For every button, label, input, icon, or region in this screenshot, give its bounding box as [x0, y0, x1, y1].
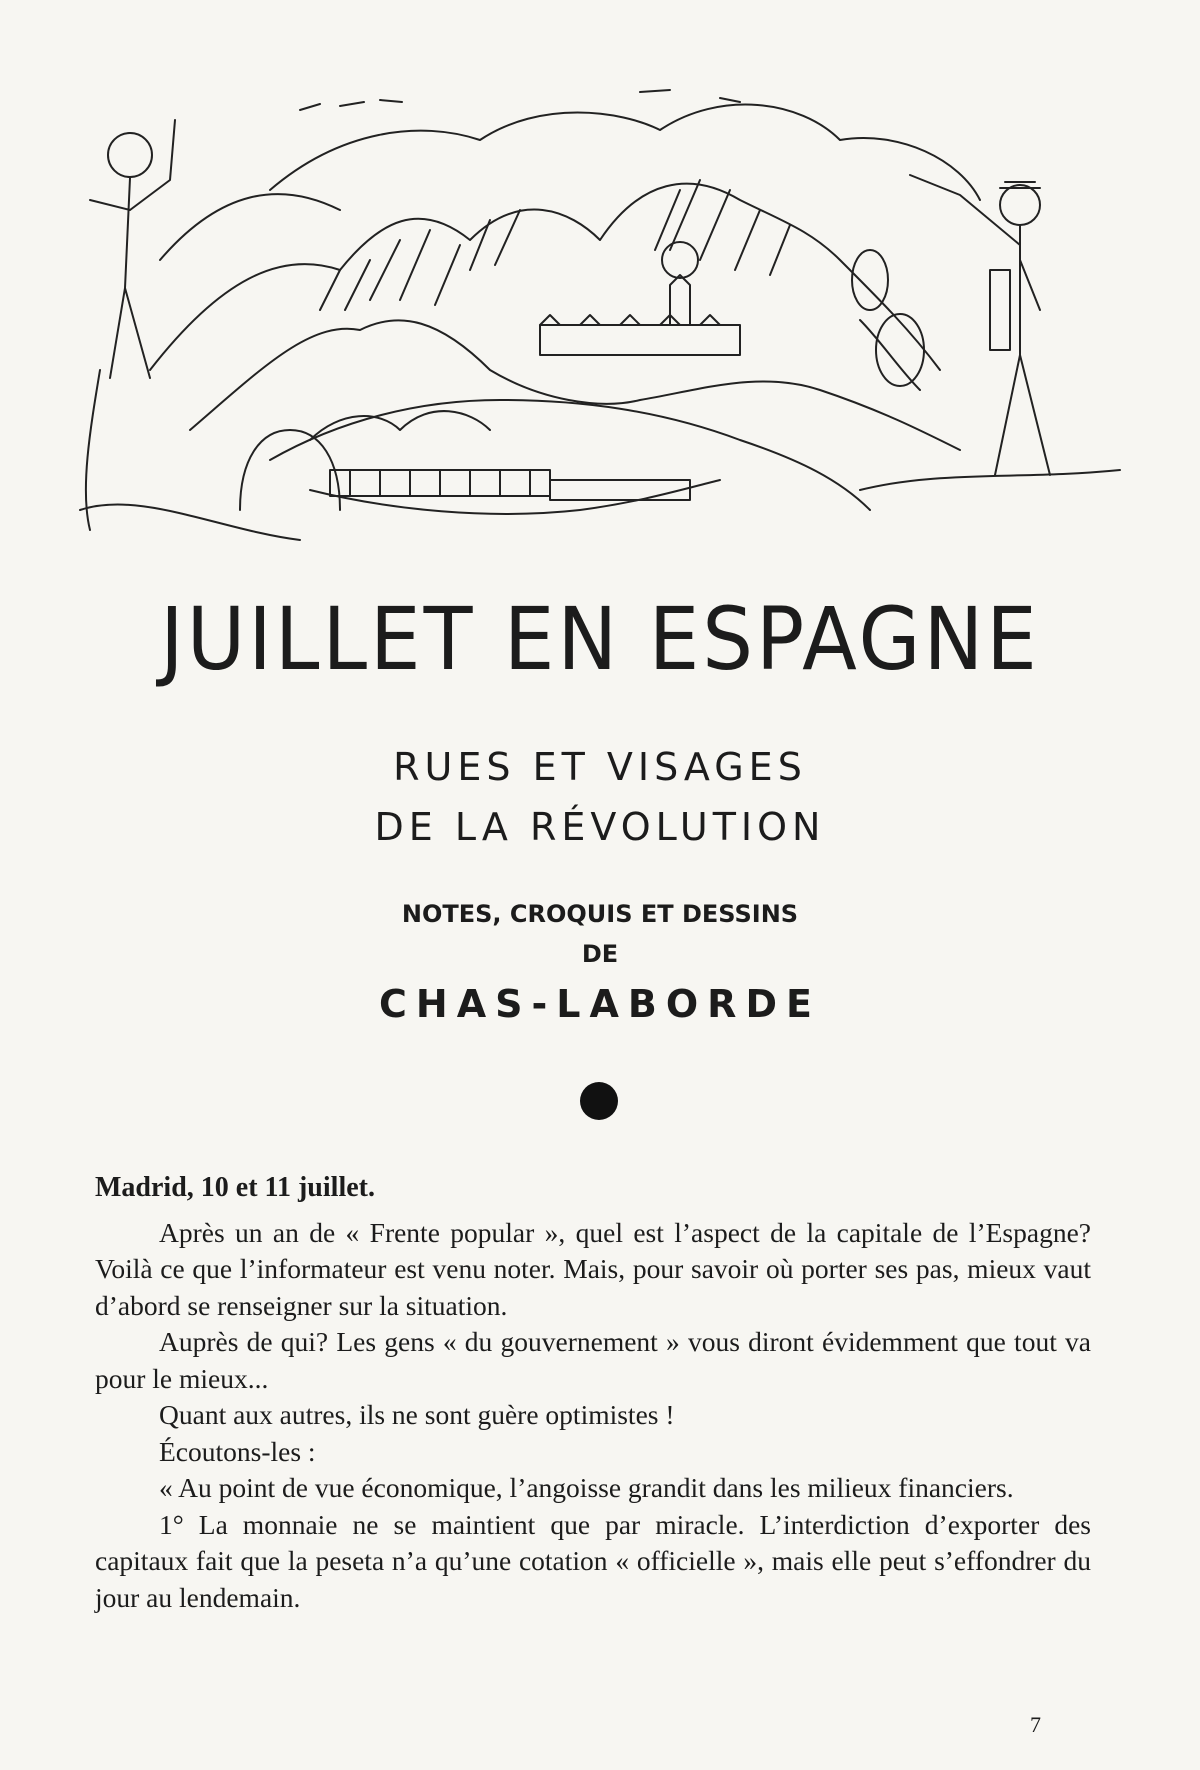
paragraph: Quant aux autres, ils ne sont guère optimistes ! — [159, 1399, 675, 1430]
credit-line-1: NOTES, CROQUIS ET DESSINS — [401, 900, 799, 928]
paragraph: Après un an de « Frente popular », quel est l’aspect de la capitale de l’Espagne? Voilà ce que l’informateur est venu noter. Mais, pour savoir où porter ses pas, mieux vaut d’abord se renseigner sur la situation. — [95, 1216, 1091, 1321]
paragraph: « Au point de vue économique, l’angoisse grandit dans les milieux financiers. — [159, 1472, 1014, 1503]
paragraph: Écoutons-les : — [159, 1435, 316, 1467]
author-name: CHAS-LABORDE — [379, 982, 821, 1026]
mountain-landscape-illustration — [40, 70, 1150, 590]
article-body — [95, 1170, 1091, 1616]
paragraph: 1° La monnaie ne se maintient que par miracle. L’interdiction d’exporter des capitaux fait que la peseta n’a qu’une cotation « officielle », mais elle peut s’effondrer du jour au lendemain. — [95, 1508, 1091, 1613]
landscape-drawing — [40, 70, 1150, 590]
credit-line-2: DE — [581, 940, 619, 968]
subtitle-line-2: DE LA RÉVOLUTION — [374, 805, 826, 849]
article-heading: Madrid, 10 et 11 juillet. — [95, 1172, 375, 1203]
page-title: JUILLET EN ESPAGNE — [160, 589, 1040, 690]
section-bullet-icon — [580, 1082, 618, 1120]
page-number: 7 — [1030, 1712, 1041, 1737]
subtitle-line-1: RUES ET VISAGES — [393, 745, 807, 789]
paragraph: Auprès de qui? Les gens « du gouvernement » vous diront évidemment que tout va pour le mieux... — [95, 1326, 1091, 1394]
